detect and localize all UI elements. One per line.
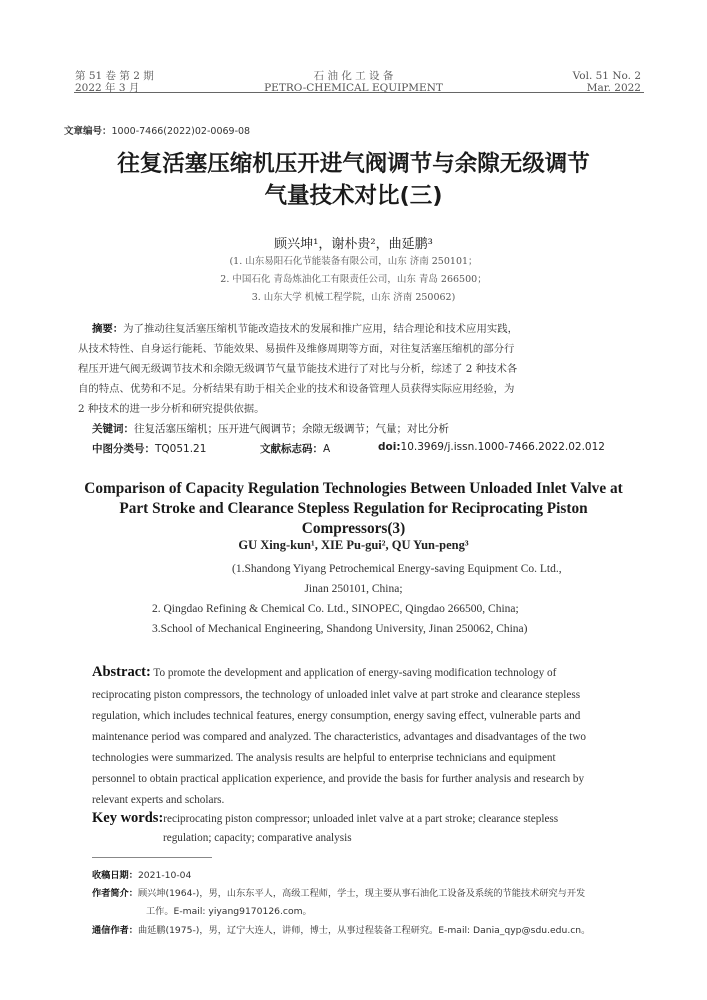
en-keywords-label: Key words: bbox=[92, 810, 164, 826]
en-affiliation-1-cont: Jinan 250101, China; bbox=[304, 583, 403, 595]
cn-abstract-line-4: 自的特点、优势和不足。分析结果有助于相关企业的技术和设备管理人员获得实际应用经验，为 bbox=[78, 383, 515, 395]
author-intro: 作者简介：顾兴坤(1964-)，男，山东东平人，高级工程师，学士，现主要从事石油化工设备及系统的节能技术研究与开发 bbox=[92, 888, 586, 899]
article-number-value: 1000-7466(2022)02-0069-08 bbox=[111, 126, 251, 137]
cn-abstract-line-2: 从技术特性、自身运行能耗、节能效果、易损件及维修周期等方面，对往复活塞压缩机的部分行 bbox=[78, 343, 515, 355]
doi bbox=[378, 441, 605, 453]
cn-keywords-label: 关键词： bbox=[92, 423, 134, 435]
footnote-rule bbox=[92, 857, 212, 858]
journal-volume-issue: 第 51 卷 第 2 期 bbox=[75, 70, 154, 82]
en-keywords-line-1: Key words:reciprocating piston compressor; unloaded inlet valve at a part stroke; clearance stepless bbox=[92, 810, 559, 826]
journal-name-cn: 石 油 化 工 设 备 bbox=[313, 70, 394, 82]
en-abstract-line-7: relevant experts and scholars. bbox=[92, 794, 225, 806]
en-title-line-2: Part Stroke and Clearance Stepless Regulation for Reciprocating Piston bbox=[119, 500, 588, 517]
article-number bbox=[64, 123, 250, 137]
cn-abstract-line-3: 程压开进气阀无级调节技术和余隙无级调节气量节能技术进行了对比与分析，综述了 2 种技术各 bbox=[78, 363, 518, 375]
journal-vol-no-en: Vol. 51 No. 2 bbox=[572, 70, 641, 82]
author-intro-label: 作者简介： bbox=[92, 888, 138, 899]
cn-title-line-2: 气量技术对比(三) bbox=[264, 183, 443, 209]
received-date bbox=[92, 866, 191, 885]
en-affiliation-3: 3.School of Mechanical Engineering, Shandong University, Jinan 250062, China) bbox=[152, 623, 528, 635]
en-abstract-line-5: technologies were summarized. The analysis results are helpful to enterprise technicians and equipment bbox=[92, 752, 556, 764]
corresponding-author: 通信作者：曲延鹏(1975-)，男，辽宁大连人，讲师，博士，从事过程装备工程研究。E-mail: Dania_qyp@sdu.edu.cn。 bbox=[92, 925, 591, 936]
header-rule bbox=[74, 92, 644, 93]
en-authors: GU Xing-kun¹, XIE Pu-gui², QU Yun-peng³ bbox=[238, 538, 469, 552]
doi-label: doi: bbox=[378, 441, 401, 453]
received-value: 2021-10-04 bbox=[137, 870, 192, 881]
doi-value: 10.3969/j.issn.1000-7466.2022.02.012 bbox=[400, 441, 605, 453]
cn-abstract-label: 摘要： bbox=[92, 323, 124, 335]
journal-date-en: Mar. 2022 bbox=[586, 82, 641, 94]
document-code bbox=[260, 441, 330, 456]
received-label: 收稿日期： bbox=[92, 870, 138, 881]
en-title-line-3: Compressors(3) bbox=[301, 520, 406, 537]
corresponding-label: 通信作者： bbox=[92, 925, 138, 936]
cn-keywords-value: 往复活塞压缩机；压开进气阀调节；余隙无级调节；气量；对比分析 bbox=[134, 423, 449, 435]
en-abstract-line-3: regulation, which includes technical features, energy consumption, energy saving effect, vulnerable parts and bbox=[92, 710, 581, 722]
cn-title-line-1: 往复活塞压缩机压开进气阀调节与余隙无级调节 bbox=[117, 151, 590, 177]
en-abstract-line-4: maintenance period was compared and analyzed. The characteristics, advantages and disadvantages of the two bbox=[92, 731, 587, 743]
clc-value: TQ051.21 bbox=[155, 443, 207, 455]
document-code-value: A bbox=[323, 443, 331, 455]
cn-affiliation-2: 2. 中国石化 青岛炼油化工有限责任公司，山东 青岛 266500； bbox=[220, 274, 487, 285]
journal-name-en: PETRO-CHEMICAL EQUIPMENT bbox=[264, 82, 443, 94]
author-intro-cont: 工作。E-mail: yiyang9170126.com。 bbox=[146, 906, 312, 917]
cn-abstract-line-5: 2 种技术的进一步分析和研究提供依据。 bbox=[78, 403, 265, 415]
en-title-line-1: Comparison of Capacity Regulation Technologies Between Unloaded Inlet Valve at bbox=[84, 480, 623, 497]
journal-date: 2022 年 3 月 bbox=[75, 82, 140, 94]
document-code-label: 文献标志码： bbox=[260, 443, 323, 455]
cn-authors: 顾兴坤¹，谢朴贵²，曲延鹏³ bbox=[274, 237, 433, 252]
en-abstract-line-6: personnel to obtain practical application experience, and provide the basis for further analysis and research by bbox=[92, 773, 585, 785]
clc-number bbox=[92, 441, 206, 456]
en-abstract-label: Abstract: bbox=[92, 664, 151, 680]
cn-affiliation-3: 3. 山东大学 机械工程学院，山东 济南 250062) bbox=[251, 292, 456, 303]
en-affiliation-1: (1.Shandong Yiyang Petrochemical Energy-saving Equipment Co. Ltd., bbox=[232, 563, 562, 575]
cn-abstract-line-1: 摘要：为了推动往复活塞压缩机节能改造技术的发展和推广应用，结合理论和技术应用实践， bbox=[92, 323, 519, 335]
cn-affiliation-1: (1. 山东易阳石化节能装备有限公司，山东 济南 250101； bbox=[229, 256, 478, 267]
cn-keywords bbox=[92, 421, 449, 436]
en-abstract-line-2: reciprocating piston compressors, the technology of unloaded inlet valve at part stroke and clearance stepless bbox=[92, 689, 581, 701]
article-number-label: 文章编号： bbox=[64, 126, 112, 137]
clc-label: 中图分类号： bbox=[92, 443, 155, 455]
en-keywords-line-2: regulation; capacity; comparative analysis bbox=[163, 832, 352, 844]
en-affiliation-2: 2. Qingdao Refining & Chemical Co. Ltd., SINOPEC, Qingdao 266500, China; bbox=[152, 603, 519, 615]
en-abstract-line-1: Abstract: To promote the development and application of energy-saving modification technology of bbox=[92, 664, 557, 680]
